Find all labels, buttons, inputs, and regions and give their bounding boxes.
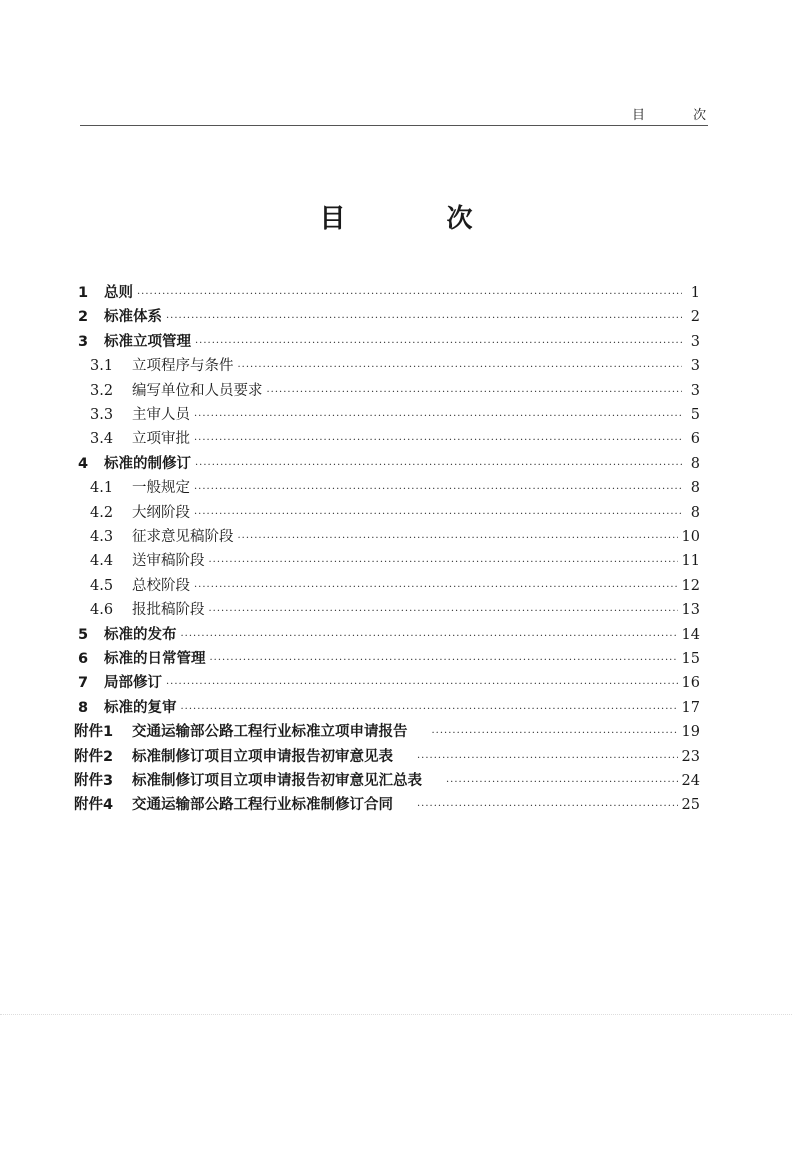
toc-entry-title: 标准制修订项目立项申请报告初审意见表 (132, 748, 393, 765)
toc-leader-dots (195, 460, 682, 471)
toc-leader-dots (209, 606, 678, 617)
toc-entry-title: 标准的制修订 (104, 455, 191, 472)
toc-leader-dots (194, 411, 682, 422)
toc-entry-number: 4.5 (90, 577, 114, 594)
toc-entry-number: 4.1 (90, 480, 114, 497)
toc-entry-title: 主审人员 (132, 407, 190, 423)
toc-entry-number: 4.6 (90, 602, 114, 619)
toc-entry-title: 征求意见稿阶段 (132, 529, 234, 545)
toc-entry-title: 标准制修订项目立项申请报告初审意见汇总表 (132, 773, 422, 789)
toc-entry-page: 3 (690, 333, 700, 350)
toc-entry-title: 一般规定 (132, 480, 190, 497)
toc-leader-dots (417, 801, 678, 812)
toc-entry-title: 总校阶段 (132, 577, 190, 594)
toc-entry[interactable] (90, 549, 700, 571)
toc-entry[interactable] (74, 745, 700, 767)
toc-leader-dots (238, 362, 683, 373)
toc-entry[interactable] (78, 452, 700, 474)
header-rule (80, 125, 708, 126)
page-bottom-rule (0, 1014, 792, 1015)
toc-entry[interactable] (78, 671, 700, 693)
toc-entry-page: 23 (681, 748, 700, 765)
toc-entry-title: 大纲阶段 (132, 504, 190, 521)
toc-entry[interactable] (78, 647, 700, 669)
toc-entry[interactable] (90, 501, 700, 523)
toc-entry-number: 4.4 (90, 553, 114, 570)
toc-entry-page: 5 (690, 407, 700, 423)
toc-entry-number: 3.4 (90, 431, 114, 448)
toc-entry[interactable] (78, 330, 700, 352)
toc-entry-number: 4 (78, 455, 89, 472)
toc-entry-title: 总则 (104, 285, 133, 301)
toc-entry-title: 立项程序与条件 (132, 358, 234, 375)
toc-leader-dots (194, 582, 678, 593)
toc-entry-page: 3 (690, 382, 700, 399)
toc-entry-page: 1 (690, 285, 700, 301)
toc-entry[interactable] (74, 720, 700, 742)
toc-entry[interactable] (78, 696, 700, 718)
toc-entry-number: 5 (78, 626, 89, 643)
toc-entry-number: 附件4 (74, 797, 114, 814)
toc-entry-title: 标准的复审 (104, 699, 177, 716)
toc-leader-dots (195, 338, 682, 349)
toc-leader-dots (166, 313, 682, 324)
toc-entry-page: 2 (690, 309, 700, 326)
toc-entry-page: 24 (681, 773, 700, 789)
toc-leader-dots (181, 704, 678, 715)
toc-leader-dots (238, 533, 678, 544)
toc-entry-title: 标准的发布 (104, 626, 177, 643)
toc-leader-dots (446, 777, 678, 788)
toc-entry-title: 交通运输部公路工程行业标准立项申请报告 (132, 724, 408, 741)
toc-entry-page: 15 (681, 651, 700, 667)
toc-entry-number: 4.2 (90, 504, 114, 521)
toc-entry-number: 附件2 (74, 748, 114, 765)
toc-leader-dots (194, 509, 682, 520)
toc-entry-number: 2 (78, 309, 89, 326)
toc-entry-page: 25 (681, 797, 700, 814)
toc-entry-title: 标准的日常管理 (104, 651, 206, 667)
toc-leader-dots (432, 728, 678, 739)
toc-leader-dots (194, 484, 682, 495)
toc-leader-dots (209, 557, 678, 568)
toc-entry-number: 3.1 (90, 358, 114, 375)
toc-entry-page: 12 (681, 577, 700, 594)
toc-entry-number: 7 (78, 675, 89, 692)
toc-entry-number: 3.2 (90, 382, 114, 399)
toc-entry-number: 3 (78, 333, 89, 350)
toc-entry-title: 报批稿阶段 (132, 602, 205, 619)
toc-entry-page: 8 (690, 504, 700, 521)
toc-entry-title: 局部修订 (104, 675, 162, 692)
toc-leader-dots (181, 631, 678, 642)
toc-leader-dots (267, 387, 683, 398)
toc-entry-title: 立项审批 (132, 431, 190, 448)
toc-entry[interactable] (78, 623, 700, 645)
toc-entry[interactable] (74, 769, 700, 791)
toc-entry[interactable] (78, 281, 700, 303)
toc-entry-page: 11 (681, 553, 700, 570)
toc-entry-page: 19 (681, 724, 700, 741)
toc-entry-page: 6 (690, 431, 700, 448)
toc-entry[interactable] (90, 354, 700, 376)
toc-entry-title: 送审稿阶段 (132, 553, 205, 570)
toc-entry-title: 标准立项管理 (104, 333, 191, 350)
toc-entry-page: 14 (681, 626, 700, 643)
toc-entry-number: 8 (78, 699, 89, 716)
toc-entry-number: 1 (78, 285, 89, 301)
toc-leader-dots (137, 289, 682, 300)
toc-entry[interactable] (90, 427, 700, 449)
toc-entry-page: 8 (690, 480, 700, 497)
toc-entry-number: 附件1 (74, 724, 114, 741)
toc-entry[interactable] (90, 598, 700, 620)
toc-leader-dots (194, 435, 682, 446)
toc-entry[interactable] (90, 476, 700, 498)
toc-entry-number: 附件3 (74, 773, 114, 789)
page-title: 目 次 (319, 204, 519, 234)
toc-entry-title: 交通运输部公路工程行业标准制修订合同 (132, 797, 393, 814)
toc-leader-dots (417, 753, 678, 764)
toc-entry-number: 6 (78, 651, 89, 667)
toc-entry-number: 4.3 (90, 529, 114, 545)
running-header: 目 次 (632, 108, 729, 123)
toc-entry-page: 17 (681, 699, 700, 716)
toc-entry[interactable] (90, 379, 700, 401)
toc-entry[interactable] (90, 403, 700, 425)
toc-entry-title: 编写单位和人员要求 (132, 382, 263, 399)
toc-entry-title: 标准体系 (104, 309, 162, 326)
toc-entry-page: 8 (690, 455, 700, 472)
toc-entry[interactable] (90, 574, 700, 596)
toc-entry-page: 10 (681, 529, 700, 545)
toc-entry-page: 3 (690, 358, 700, 375)
toc-entry-page: 13 (681, 602, 700, 619)
toc-entry[interactable] (74, 793, 700, 815)
toc-leader-dots (166, 679, 678, 690)
toc-entry-page: 16 (681, 675, 700, 692)
toc-entry[interactable] (78, 305, 700, 327)
toc-leader-dots (210, 655, 678, 666)
toc-entry[interactable] (90, 525, 700, 547)
toc-entry-number: 3.3 (90, 407, 114, 423)
